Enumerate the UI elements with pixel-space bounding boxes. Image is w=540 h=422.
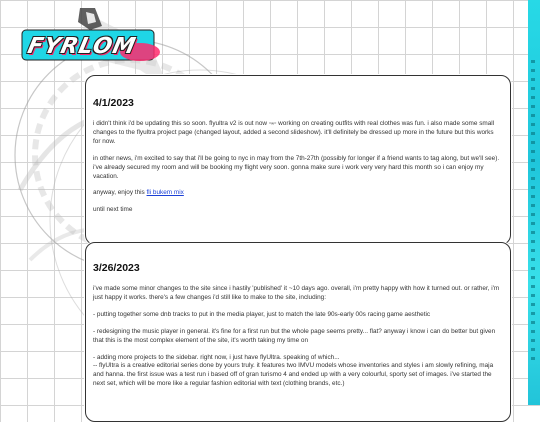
site-logo[interactable] xyxy=(20,8,160,68)
post-paragraph: - adding more projects to the sidebar. right now, i just have flyUltra. speaking of which... -- flyUltra is a creative editorial series done by yours truly. it features two IMVU models whose inventories and styles i am slowly refining, maja and hanna. the first issue was a test run i based off of gran turismo 4 and ended up with a very colourful, sporty set of images. i've started the next set, which will be more like a regular fashion editorial with text (clothing brands, etc.) xyxy=(93,353,494,388)
right-edge-banner xyxy=(528,0,540,405)
mix-link[interactable]: fli bukem mix xyxy=(146,189,184,197)
post-paragraph: until next time xyxy=(93,206,133,214)
post-date: 3/26/2023 xyxy=(93,262,140,274)
blog-post xyxy=(85,242,511,422)
post-paragraph xyxy=(93,120,502,146)
paragraph-text: i didn't think i'd be updating this so soon. flyultra v2 is out now xyxy=(93,120,269,128)
post-paragraph: - putting together some dnb tracks to put in the media player, just to match the late 90s-early 00s racing game aesthetic xyxy=(93,311,431,319)
blog-post xyxy=(85,75,511,245)
post-date: 4/1/2023 xyxy=(93,97,134,109)
paragraph-text: anyway, enjoy this xyxy=(93,189,147,197)
logo-text: FYRLOM xyxy=(25,34,139,59)
paragraph-text: working on creating outfits with real clothes was fun. i also made some small changes to the flyultra project page (changed layout, added a second slideshow). it'll definitely be dressed up more in the future but this works for now. xyxy=(93,120,495,146)
post-paragraph: in other news, i'm excited to say that i'll be going to nyc in may from the 7th-27th (possibly for longer if a friend wants to tag along, but we'll see). i've already secured my room and will be booking my flight very soon. gonna make sure i work very very hard this month so i can enjoy my vacation. xyxy=(93,154,500,180)
post-paragraph: - redesigning the music player in general. it's fine for a first run but the whole page seems pretty... flat? anyway i know i can do better but given that this is the most complex element of the site, it's worth taking my time on xyxy=(93,327,496,344)
emote: =w= xyxy=(268,121,277,127)
post-paragraph xyxy=(93,189,502,198)
post-paragraph: i've made some minor changes to the site since i hastily 'published' it ~10 days ago. overall, i'm pretty happy with how it turned out. or rather, i'm just happy it works. there's a few changes i'd still like to make to the site, including: xyxy=(93,285,500,302)
